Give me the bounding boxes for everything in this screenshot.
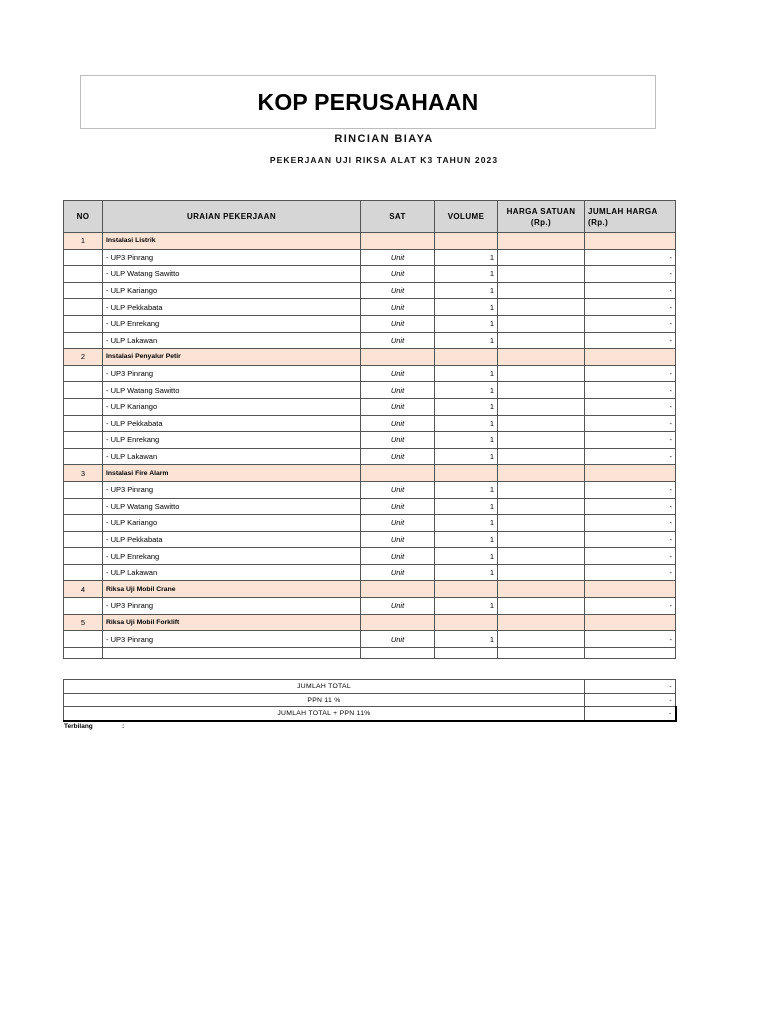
row-volume: 1 bbox=[435, 415, 498, 432]
row-volume bbox=[435, 614, 498, 631]
row-jumlah: - bbox=[585, 531, 676, 548]
group-label: Instalasi Fire Alarm bbox=[103, 465, 361, 482]
row-harga-satuan bbox=[498, 614, 585, 631]
table-row bbox=[64, 631, 676, 648]
row-harga-satuan bbox=[498, 581, 585, 598]
row-uraian: - ULP Pekkabata bbox=[103, 415, 361, 432]
row-jumlah: - bbox=[585, 382, 676, 399]
group-row bbox=[64, 581, 676, 598]
row-uraian: - ULP Lakawan bbox=[103, 564, 361, 581]
summary-row-grand-total bbox=[64, 707, 676, 721]
row-volume: 1 bbox=[435, 598, 498, 615]
document-title: RINCIAN BIAYA bbox=[334, 133, 434, 145]
row-volume: 1 bbox=[435, 432, 498, 449]
table-row bbox=[64, 515, 676, 532]
row-volume: 1 bbox=[435, 249, 498, 266]
row-no bbox=[64, 564, 103, 581]
row-jumlah: - bbox=[585, 448, 676, 465]
table-row bbox=[64, 564, 676, 581]
terbilang-colon: : bbox=[122, 723, 125, 730]
table-row bbox=[64, 315, 676, 332]
row-no bbox=[64, 382, 103, 399]
row-uraian: - ULP Lakawan bbox=[103, 332, 361, 349]
row-uraian: - ULP Kariango bbox=[103, 515, 361, 532]
row-jumlah: - bbox=[585, 598, 676, 615]
letterhead-box bbox=[80, 75, 656, 129]
row-uraian: - ULP Pekkabata bbox=[103, 531, 361, 548]
header-jumlah-harga-unit: (Rp.) bbox=[588, 217, 609, 227]
row-uraian: - UP3 Pinrang bbox=[103, 481, 361, 498]
row-harga-satuan bbox=[498, 365, 585, 382]
row-no bbox=[64, 415, 103, 432]
blank-cell bbox=[361, 647, 435, 658]
row-uraian: - UP3 Pinrang bbox=[103, 598, 361, 615]
row-jumlah bbox=[585, 465, 676, 482]
summary-label: JUMLAH TOTAL bbox=[64, 680, 585, 694]
row-sat: Unit bbox=[361, 415, 435, 432]
row-no: 5 bbox=[64, 614, 103, 631]
row-harga-satuan bbox=[498, 266, 585, 283]
row-sat: Unit bbox=[361, 315, 435, 332]
row-harga-satuan bbox=[498, 315, 585, 332]
row-volume: 1 bbox=[435, 266, 498, 283]
table-row bbox=[64, 398, 676, 415]
row-sat: Unit bbox=[361, 598, 435, 615]
table-row bbox=[64, 448, 676, 465]
group-label: Riksa Uji Mobil Forklift bbox=[103, 614, 361, 631]
row-no: 3 bbox=[64, 465, 103, 482]
row-no bbox=[64, 249, 103, 266]
row-sat: Unit bbox=[361, 249, 435, 266]
row-volume: 1 bbox=[435, 398, 498, 415]
row-jumlah: - bbox=[585, 498, 676, 515]
row-no bbox=[64, 531, 103, 548]
row-sat: Unit bbox=[361, 332, 435, 349]
table-row bbox=[64, 266, 676, 283]
row-volume bbox=[435, 349, 498, 366]
terbilang-label: Terbilang bbox=[64, 723, 93, 730]
row-jumlah: - bbox=[585, 631, 676, 648]
row-harga-satuan bbox=[498, 299, 585, 316]
blank-cell bbox=[585, 647, 676, 658]
table-row bbox=[64, 548, 676, 565]
header-harga-satuan-unit: (Rp.) bbox=[530, 217, 552, 227]
table-row bbox=[64, 282, 676, 299]
table-row bbox=[64, 415, 676, 432]
row-jumlah bbox=[585, 233, 676, 250]
summary-row-total bbox=[64, 680, 676, 694]
row-harga-satuan bbox=[498, 415, 585, 432]
header-sat: SAT bbox=[361, 201, 435, 233]
row-no bbox=[64, 315, 103, 332]
table-header-row bbox=[64, 201, 676, 233]
header-uraian: URAIAN PEKERJAAN bbox=[103, 201, 361, 233]
row-jumlah: - bbox=[585, 365, 676, 382]
row-harga-satuan bbox=[498, 564, 585, 581]
row-jumlah bbox=[585, 349, 676, 366]
row-harga-satuan bbox=[498, 598, 585, 615]
blank-cell bbox=[435, 647, 498, 658]
row-harga-satuan bbox=[498, 481, 585, 498]
row-volume: 1 bbox=[435, 564, 498, 581]
row-sat: Unit bbox=[361, 548, 435, 565]
table-row bbox=[64, 299, 676, 316]
row-harga-satuan bbox=[498, 398, 585, 415]
row-no bbox=[64, 481, 103, 498]
group-row bbox=[64, 465, 676, 482]
row-jumlah: - bbox=[585, 332, 676, 349]
row-sat: Unit bbox=[361, 365, 435, 382]
summary-label: JUMLAH TOTAL + PPN 11% bbox=[64, 707, 585, 721]
row-harga-satuan bbox=[498, 531, 585, 548]
row-uraian: - ULP Watang Sawitto bbox=[103, 382, 361, 399]
row-jumlah: - bbox=[585, 266, 676, 283]
row-jumlah bbox=[585, 614, 676, 631]
row-sat bbox=[361, 233, 435, 250]
summary-label: PPN 11 % bbox=[64, 693, 585, 707]
row-volume: 1 bbox=[435, 299, 498, 316]
row-sat: Unit bbox=[361, 299, 435, 316]
table-body bbox=[64, 233, 676, 659]
row-harga-satuan bbox=[498, 631, 585, 648]
row-no bbox=[64, 631, 103, 648]
row-volume: 1 bbox=[435, 382, 498, 399]
header-no: NO bbox=[64, 201, 103, 233]
terbilang-line bbox=[64, 723, 125, 730]
row-harga-satuan bbox=[498, 282, 585, 299]
row-no bbox=[64, 365, 103, 382]
row-harga-satuan bbox=[498, 332, 585, 349]
row-jumlah: - bbox=[585, 548, 676, 565]
row-no: 1 bbox=[64, 233, 103, 250]
row-volume: 1 bbox=[435, 365, 498, 382]
row-uraian: - ULP Lakawan bbox=[103, 448, 361, 465]
row-uraian: - ULP Pekkabata bbox=[103, 299, 361, 316]
row-volume: 1 bbox=[435, 631, 498, 648]
group-label: Instalasi Listrik bbox=[103, 233, 361, 250]
table-row bbox=[64, 598, 676, 615]
group-row bbox=[64, 349, 676, 366]
table-row bbox=[64, 432, 676, 449]
header-jumlah-harga bbox=[585, 201, 676, 233]
letterhead-title: KOP PERUSAHAAN bbox=[257, 88, 479, 115]
row-jumlah: - bbox=[585, 249, 676, 266]
summary-value: - bbox=[585, 680, 676, 694]
row-no: 4 bbox=[64, 581, 103, 598]
row-no bbox=[64, 299, 103, 316]
row-sat bbox=[361, 465, 435, 482]
blank-cell bbox=[64, 647, 103, 658]
row-uraian: - ULP Enrekang bbox=[103, 315, 361, 332]
row-jumlah: - bbox=[585, 432, 676, 449]
row-volume: 1 bbox=[435, 498, 498, 515]
row-sat: Unit bbox=[361, 515, 435, 532]
row-no bbox=[64, 266, 103, 283]
row-harga-satuan bbox=[498, 498, 585, 515]
row-uraian: - ULP Enrekang bbox=[103, 432, 361, 449]
row-no bbox=[64, 282, 103, 299]
row-volume: 1 bbox=[435, 515, 498, 532]
row-sat bbox=[361, 349, 435, 366]
row-sat: Unit bbox=[361, 382, 435, 399]
row-volume bbox=[435, 233, 498, 250]
row-sat: Unit bbox=[361, 531, 435, 548]
row-no bbox=[64, 515, 103, 532]
table-row bbox=[64, 249, 676, 266]
row-sat: Unit bbox=[361, 498, 435, 515]
row-sat: Unit bbox=[361, 564, 435, 581]
table-row bbox=[64, 382, 676, 399]
table-row bbox=[64, 481, 676, 498]
summary-row-ppn bbox=[64, 693, 676, 707]
row-sat: Unit bbox=[361, 432, 435, 449]
row-uraian: - UP3 Pinrang bbox=[103, 365, 361, 382]
summary-value: - bbox=[585, 693, 676, 707]
row-sat: Unit bbox=[361, 481, 435, 498]
blank-cell bbox=[103, 647, 361, 658]
row-no bbox=[64, 598, 103, 615]
summary-value: - bbox=[585, 707, 676, 721]
row-harga-satuan bbox=[498, 249, 585, 266]
row-sat bbox=[361, 581, 435, 598]
row-harga-satuan bbox=[498, 349, 585, 366]
header-harga-satuan-label: HARGA SATUAN bbox=[506, 206, 576, 216]
row-no bbox=[64, 448, 103, 465]
row-sat: Unit bbox=[361, 448, 435, 465]
table-row bbox=[64, 498, 676, 515]
header-jumlah-harga-label: JUMLAH HARGA bbox=[588, 206, 658, 216]
row-volume: 1 bbox=[435, 448, 498, 465]
header-volume: VOLUME bbox=[435, 201, 498, 233]
row-volume: 1 bbox=[435, 315, 498, 332]
row-sat: Unit bbox=[361, 631, 435, 648]
row-uraian: - ULP Kariango bbox=[103, 282, 361, 299]
row-sat: Unit bbox=[361, 398, 435, 415]
group-row bbox=[64, 233, 676, 250]
row-uraian: - ULP Watang Sawitto bbox=[103, 266, 361, 283]
row-sat: Unit bbox=[361, 266, 435, 283]
row-no bbox=[64, 548, 103, 565]
table-row bbox=[64, 332, 676, 349]
row-jumlah: - bbox=[585, 515, 676, 532]
row-harga-satuan bbox=[498, 465, 585, 482]
row-jumlah: - bbox=[585, 299, 676, 316]
row-jumlah: - bbox=[585, 481, 676, 498]
row-no bbox=[64, 498, 103, 515]
row-jumlah: - bbox=[585, 415, 676, 432]
row-jumlah: - bbox=[585, 564, 676, 581]
group-label: Riksa Uji Mobil Crane bbox=[103, 581, 361, 598]
row-no bbox=[64, 332, 103, 349]
row-harga-satuan bbox=[498, 448, 585, 465]
row-volume: 1 bbox=[435, 548, 498, 565]
row-harga-satuan bbox=[498, 233, 585, 250]
row-harga-satuan bbox=[498, 548, 585, 565]
row-volume bbox=[435, 581, 498, 598]
row-jumlah: - bbox=[585, 315, 676, 332]
blank-cell bbox=[498, 647, 585, 658]
row-uraian: - UP3 Pinrang bbox=[103, 631, 361, 648]
group-label: Instalasi Penyalur Petir bbox=[103, 349, 361, 366]
header-harga-satuan bbox=[498, 201, 585, 233]
row-volume: 1 bbox=[435, 332, 498, 349]
table-row bbox=[64, 365, 676, 382]
row-uraian: - ULP Watang Sawitto bbox=[103, 498, 361, 515]
row-uraian: - UP3 Pinrang bbox=[103, 249, 361, 266]
cost-table bbox=[63, 200, 676, 659]
row-volume bbox=[435, 465, 498, 482]
row-harga-satuan bbox=[498, 382, 585, 399]
row-harga-satuan bbox=[498, 432, 585, 449]
row-jumlah bbox=[585, 581, 676, 598]
row-no bbox=[64, 398, 103, 415]
row-no bbox=[64, 432, 103, 449]
group-row bbox=[64, 614, 676, 631]
row-volume: 1 bbox=[435, 282, 498, 299]
row-sat: Unit bbox=[361, 282, 435, 299]
row-harga-satuan bbox=[498, 515, 585, 532]
row-uraian: - ULP Kariango bbox=[103, 398, 361, 415]
row-jumlah: - bbox=[585, 398, 676, 415]
summary-table bbox=[63, 679, 677, 722]
row-uraian: - ULP Enrekang bbox=[103, 548, 361, 565]
row-jumlah: - bbox=[585, 282, 676, 299]
document-subtitle: PEKERJAAN UJI RIKSA ALAT K3 TAHUN 2023 bbox=[269, 155, 499, 165]
table-row bbox=[64, 531, 676, 548]
blank-row bbox=[64, 647, 676, 658]
row-sat bbox=[361, 614, 435, 631]
row-volume: 1 bbox=[435, 531, 498, 548]
row-volume: 1 bbox=[435, 481, 498, 498]
row-no: 2 bbox=[64, 349, 103, 366]
